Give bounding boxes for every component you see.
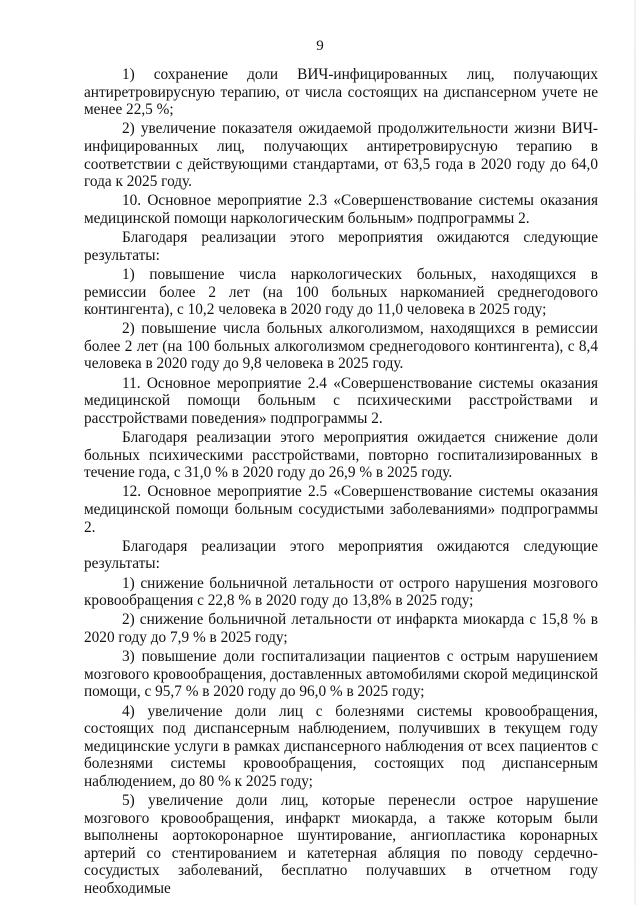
paragraph-measure-2-5: 12. Основное мероприятие 2.5 «Совершенствование системы оказания медицинской помощи больным сосудистыми заболеваниями» подпрограммы 2. xyxy=(84,483,598,536)
paragraph-alcohol-remission: 2) повышение числа больных алкоголизмом, находящихся в ремиссии более 2 лет (на 100 больных алкоголизмом среднегодового контингента), с 8,4 человека в 2020 году до 9,8 человека в 2025 году. xyxy=(84,320,598,373)
paragraph-free-medication: 5) увеличение доли лиц, которые перенесли острое нарушение мозгового кровообращения, инфаркт миокарда, а также которым были выполнены аортокоронарное шунтирование, ангиопластика коронарных артерий со стентированием и катетерная абляция по поводу сердечно-сосудистых заболеваний, бесплатно получавших в отчетном году необходимые xyxy=(84,792,598,898)
document-body xyxy=(84,66,598,899)
paragraph-stroke-mortality: 1) снижение больничной летальности от острого нарушения мозгового кровообращения с 22,8 % в 2020 году до 13,8% в 2025 году; xyxy=(84,574,598,610)
paragraph-hiv-share: 1) сохранение доли ВИЧ-инфицированных лиц, получающих антиретровирусную терапию, от числа состоящих на диспансерном учете не менее 22,5 %; xyxy=(84,66,598,119)
paragraph-dispensary-observation: 4) увеличение доли лиц с болезнями системы кровообращения, состоящих под диспансерным наблюдением, получивших в текущем году медицинские услуги в рамках диспансерного наблюдения от всех пациентов с болезнями системы кровообращения, состоящих под диспансерным наблюдением, до 80 % к 2025 году; xyxy=(84,702,598,790)
page-number: 9 xyxy=(316,38,324,54)
paragraph-infarction-mortality: 2) снижение больничной летальности от инфаркта миокарда с 15,8 % в 2020 году до 7,9 % в 2025 году; xyxy=(84,611,598,646)
paragraph-results-intro-1: Благодаря реализации этого мероприятия ожидаются следующие результаты: xyxy=(84,229,598,264)
paragraph-narcology-remission: 1) повышение числа наркологических больных, находящихся в ремиссии более 2 лет (на 100 больных наркоманией среднегодового контингента), с 10,2 человека в 2020 году до 11,0 человека в 2025 году; xyxy=(84,265,598,319)
paragraph-psychiatric-results: Благодаря реализации этого мероприятия ожидается снижение доли больных психическими расстройствами, повторно госпитализированных в течение года, с 31,0 % в 2020 году до 26,9 % в 2025 году. xyxy=(84,429,598,482)
paragraph-hiv-life-expectancy: 2) увеличение показателя ожидаемой продолжительности жизни ВИЧ-инфицированных лиц, получающих антиретровирусную терапию в соответствии с действующими стандартами, от 63,5 года в 2020 году до 64,0 года к 2025 году. xyxy=(84,120,598,191)
paragraph-measure-2-3: 10. Основное мероприятие 2.3 «Совершенствование системы оказания медицинской помощи наркологическим больным» подпрограммы 2. xyxy=(84,192,598,227)
paragraph-measure-2-4: 11. Основное мероприятие 2.4 «Совершенствование системы оказания медицинской помощи больным с психическими расстройствами и расстройствами поведения» подпрограммы 2. xyxy=(84,374,598,427)
scan-edge xyxy=(634,0,636,905)
paragraph-results-intro-2: Благодаря реализации этого мероприятия ожидаются следующие результаты: xyxy=(84,537,598,573)
paragraph-ambulance-hospitalization: 3) повышение доли госпитализации пациентов с острым нарушением мозгового кровообращения, доставленных автомобилями скорой медицинской помощи, с 95,7 % в 2020 году до 96,0 % в 2025 году; xyxy=(84,648,598,701)
